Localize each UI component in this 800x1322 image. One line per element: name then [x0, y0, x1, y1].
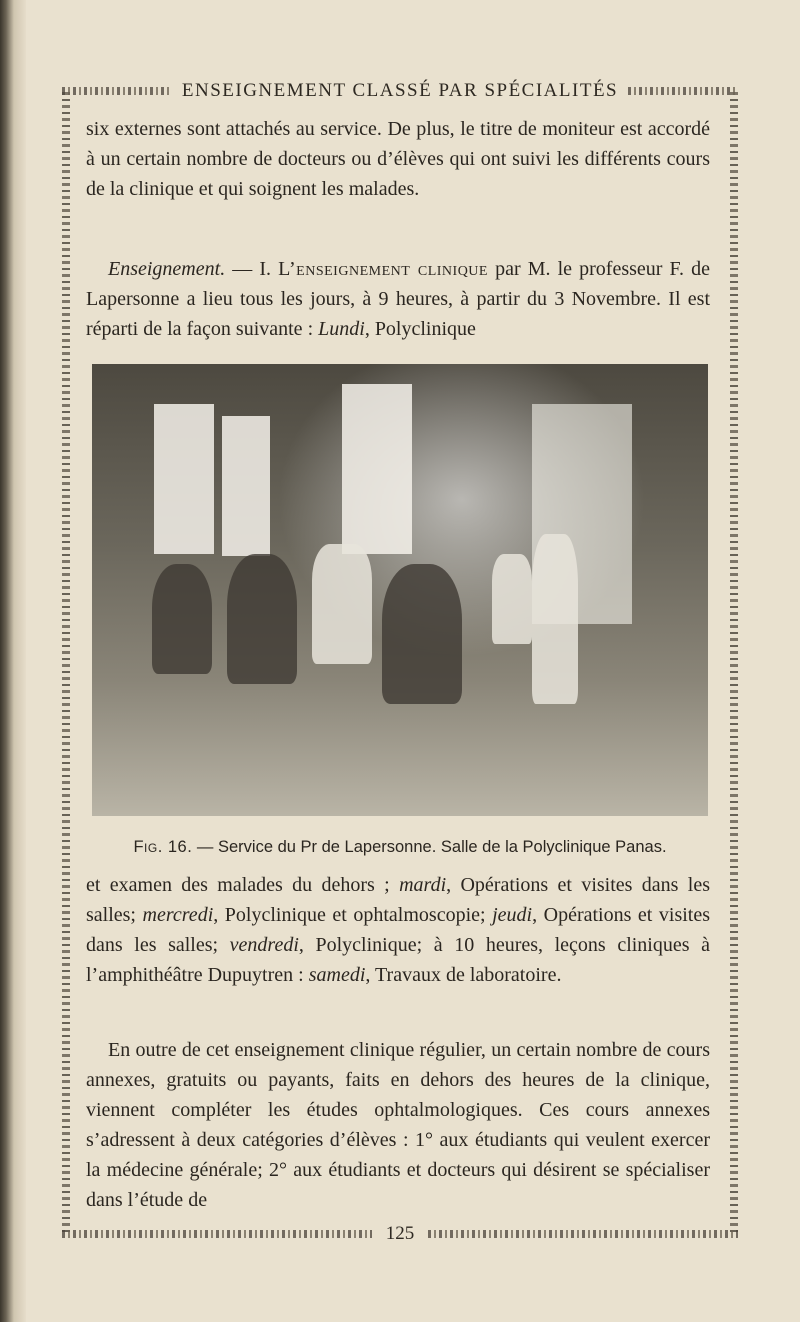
footer-ornament-right — [428, 1230, 738, 1238]
photo-nurse — [492, 554, 532, 644]
photo-person-white-coat — [312, 544, 372, 664]
paragraph-text: En outre de cet enseignement clinique régulier, un certain nombre de cours annexes, gratuits ou payants, faits en dehors des heures de la clinique, viennent compléter les études ophtalmologiques. Ces cours annexes s’adressent à deux catégories d’élèves : 1° aux étudiants qui veulent exercer la médecine générale; 2° aux étudiants et docteurs qui désirent se spécialiser dans l’étude de — [86, 1039, 710, 1211]
day-name: jeudi — [492, 904, 533, 926]
paragraph-text: six externes sont attachés au service. De plus, le titre de moniteur est accordé à un certain nombre de docteurs ou d’élèves qui ont suivi les différents cours de la clinique et qui soignent les malades. — [86, 118, 710, 200]
photo-window-left-2 — [222, 416, 270, 556]
running-header — [62, 76, 738, 106]
running-title: ENSEIGNEMENT CLASSÉ PAR SPÉCIALITÉS — [181, 80, 619, 101]
photo-person — [227, 554, 297, 684]
photo-doctor-standing — [532, 534, 578, 704]
photo-person — [382, 564, 462, 704]
paragraph-text-run: , Opérations et visites dans les salles; — [86, 904, 710, 956]
photo-person — [152, 564, 212, 674]
figure-label: Fig. 16. — [133, 838, 193, 856]
paragraph-text-run: et examen des malades du dehors ; — [86, 874, 400, 896]
paragraph-text-run: , Polyclinique — [364, 318, 476, 340]
footer-ornament-left — [62, 1230, 372, 1238]
paragraph-text-run: , Polyclinique et ophtalmoscopie; — [213, 904, 493, 926]
paragraph-text-run: par M. le professeur F. de Lapersonne a lieu tous les jours, à 9 heures, à partir du 3 Novembre. Il est réparti de la façon suivante : — [86, 258, 711, 340]
page-binding-edge — [0, 0, 26, 1322]
header-ornament-right — [628, 87, 738, 95]
photo-window-center — [342, 384, 412, 554]
day-name: mercredi — [142, 904, 214, 926]
day-name: mardi — [399, 874, 447, 896]
body-paragraph-4 — [86, 1035, 710, 1215]
paragraph-text — [86, 870, 710, 990]
body-paragraph-1 — [86, 114, 710, 204]
page-footer — [62, 1222, 738, 1246]
figure-caption-text: — Service du Pr de Lapersonne. Salle de la Polyclinique Panas. — [192, 838, 667, 856]
figure-photograph — [92, 364, 708, 816]
paragraph-text-run: , Travaux de laboratoire. — [365, 964, 562, 986]
figure-caption — [92, 838, 708, 857]
paragraph-text — [86, 254, 710, 344]
section-number: — I. — [225, 258, 279, 280]
paragraph-text-run: , Polyclinique; à 10 heures, leçons cliniques à l’amphithéâtre Dupuytren : — [86, 934, 710, 986]
day-name: samedi — [308, 964, 366, 986]
header-ornament-left — [62, 87, 172, 95]
paragraph-text-run: , Opérations et visites dans les salles; — [86, 874, 711, 926]
body-paragraph-3 — [86, 870, 710, 990]
photo-window-left — [154, 404, 214, 554]
body-paragraph-2 — [86, 254, 710, 344]
left-border-ornament — [62, 92, 70, 1232]
right-border-ornament — [730, 92, 738, 1232]
section-label: Enseignement. — [108, 258, 226, 280]
day-name: Lundi — [318, 318, 365, 340]
smallcaps-heading: L’enseignement clinique — [278, 258, 488, 280]
page-number: 125 — [385, 1223, 415, 1244]
day-name: vendredi — [229, 934, 299, 956]
